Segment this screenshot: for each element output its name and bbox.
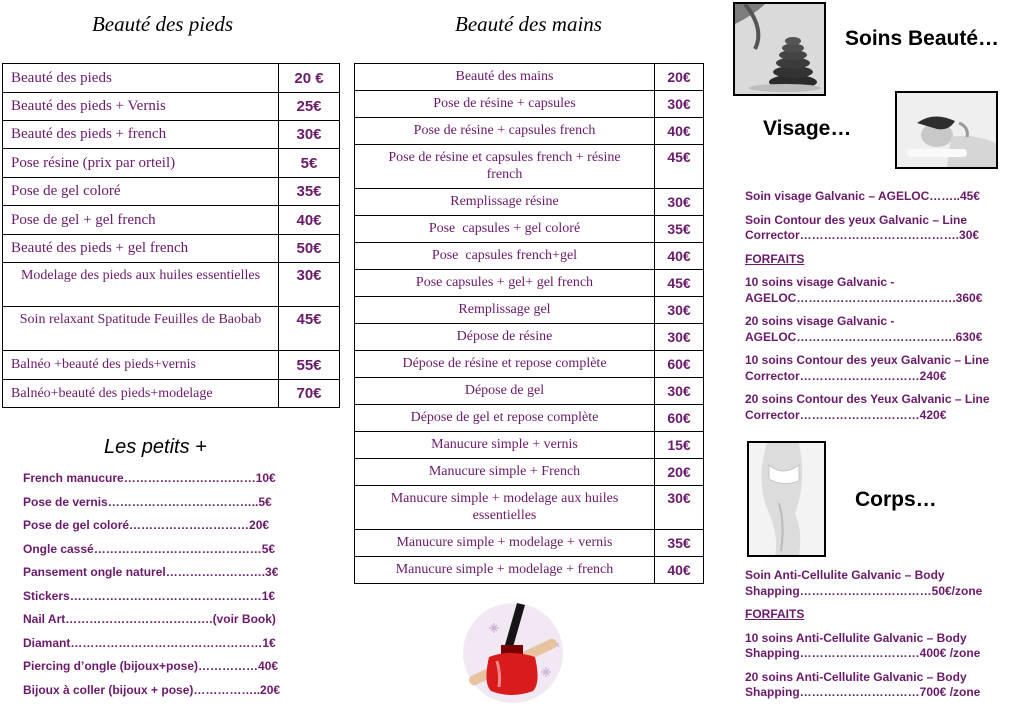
list-item: Pose de gel coloré…………………………20€ (23, 518, 270, 532)
service-price: 30€ (655, 324, 704, 351)
service-price: 20 € (279, 64, 340, 93)
table-row (355, 243, 704, 270)
table-row (355, 432, 704, 459)
service-label: Pose capsules + gel+ gel french (355, 270, 655, 297)
service-label: Dépose de résine (355, 324, 655, 351)
table-row (355, 351, 704, 378)
service-label: Beauté des pieds + french (3, 121, 279, 149)
list-item: 20 soins Anti-Cellulite Galvanic – Body Shapping…………………………700€ /zone (745, 669, 981, 699)
table-row (355, 118, 704, 145)
table-row (355, 378, 704, 405)
service-label: Remplissage gel (355, 297, 655, 324)
face-care-photo (895, 91, 998, 169)
service-price: 30€ (279, 263, 340, 307)
list-item: Piercing d’ongle (bijoux+pose)……………40€ (23, 659, 279, 673)
service-label: Manucure simple + modelage + french (355, 557, 655, 584)
feet-section-title: Beauté des pieds (91, 12, 234, 36)
table-row (3, 307, 340, 351)
service-price: 20€ (655, 64, 704, 91)
table-row (3, 380, 340, 408)
service-price: 60€ (655, 351, 704, 378)
list-item: Bijoux à coller (bijoux + pose)……………..20€ (23, 682, 281, 697)
service-price: 40€ (655, 557, 704, 584)
service-price: 40€ (655, 118, 704, 145)
service-price: 35€ (655, 530, 704, 557)
service-price: 45€ (655, 270, 704, 297)
table-row (355, 216, 704, 243)
service-price: 30€ (655, 297, 704, 324)
service-label: Pose résine (prix par orteil) (3, 149, 279, 178)
service-label: Pose capsules french+gel (355, 243, 655, 270)
table-row (3, 351, 340, 380)
service-price: 40€ (279, 206, 340, 235)
service-label: Modelage des pieds aux huiles essentielles (3, 263, 279, 307)
list-item: Nail Art……………………………….(voir Book) (23, 612, 276, 626)
table-row (355, 64, 704, 91)
table-row (3, 93, 340, 121)
service-label: Manucure simple + vernis (355, 432, 655, 459)
service-price: 20€ (655, 459, 704, 486)
service-label: Pose de résine + capsules (355, 91, 655, 118)
service-price: 35€ (279, 178, 340, 206)
service-label: Dépose de gel et repose complète (355, 405, 655, 432)
service-label: Beauté des pieds (3, 64, 279, 93)
face-care-icon (897, 93, 996, 167)
service-label: Beauté des mains (355, 64, 655, 91)
table-row (355, 145, 704, 189)
table-row (355, 530, 704, 557)
service-price: 30€ (655, 378, 704, 405)
service-label: Balnéo+beauté des pieds+modelage (3, 380, 279, 408)
face-section-title: Visage… (763, 117, 852, 140)
service-price: 30€ (655, 91, 704, 118)
list-item: Stickers…………………………………………1€ (23, 588, 276, 603)
service-label: Dépose de gel (355, 378, 655, 405)
list-item: 10 soins Anti-Cellulite Galvanic – Body Shapping…………………………400€ /zone (745, 630, 981, 660)
list-item: 10 soins visage Galvanic - AGELOC………………………………….360€ (745, 275, 983, 305)
service-label: Dépose de résine et repose complète (355, 351, 655, 378)
packages-heading: FORFAITS (745, 607, 805, 621)
table-row (3, 121, 340, 149)
table-row (355, 324, 704, 351)
service-price: 50€ (279, 235, 340, 263)
service-price: 25€ (279, 93, 340, 121)
table-row (355, 486, 704, 530)
table-row (3, 235, 340, 263)
extras-section-title: Les petits + (104, 436, 207, 458)
service-price: 30€ (655, 189, 704, 216)
spa-stones-icon (735, 4, 824, 94)
spa-stones-photo (733, 2, 826, 96)
service-label: Beauté des pieds + Vernis (3, 93, 279, 121)
service-price: 40€ (655, 243, 704, 270)
list-item: Pansement ongle naturel…………………….3€ (23, 565, 279, 579)
service-label: Manucure simple + modelage + vernis (355, 530, 655, 557)
list-item: 20 soins Contour des Yeux Galvanic – Line Corrector…………………………420€ (745, 392, 990, 422)
service-price: 35€ (655, 216, 704, 243)
list-item: French manucure……………………………10€ (23, 471, 276, 485)
service-price: 30€ (279, 121, 340, 149)
service-label: Soin relaxant Spatitude Feuilles de Baobab (3, 307, 279, 351)
body-care-photo (747, 441, 826, 557)
hands-price-table (354, 63, 704, 584)
service-price: 30€ (655, 486, 704, 530)
table-row (3, 263, 340, 307)
service-label: Pose de gel + gel french (3, 206, 279, 235)
list-item: Soin visage Galvanic – AGELOC……..45€ (745, 189, 980, 203)
service-price: 60€ (655, 405, 704, 432)
service-label: Beauté des pieds + gel french (3, 235, 279, 263)
service-label: Pose de résine et capsules french + résine french (355, 145, 655, 189)
packages-heading: FORFAITS (745, 251, 805, 266)
table-row (3, 64, 340, 93)
hands-section-title: Beauté des mains (455, 12, 602, 36)
table-row (3, 206, 340, 235)
nail-polish-illustration (455, 595, 575, 705)
service-price: 45€ (279, 307, 340, 351)
service-label: Manucure simple + modelage aux huiles essentielles (355, 486, 655, 530)
body-section-title: Corps… (855, 488, 937, 511)
feet-price-table (2, 63, 340, 408)
service-price: 45€ (655, 145, 704, 189)
service-label: Pose capsules + gel coloré (355, 216, 655, 243)
list-item: Diamant…………………………………………1€ (23, 635, 276, 650)
service-label: Manucure simple + French (355, 459, 655, 486)
table-row (355, 91, 704, 118)
list-item: Soin Contour des yeux Galvanic – Line Corrector………………………………….30€ (745, 212, 980, 242)
service-label: Remplissage résine (355, 189, 655, 216)
face-care-list (745, 189, 1015, 431)
list-item: 20 soins visage Galvanic - AGELOC………………………………….630€ (745, 314, 983, 344)
service-label: Balnéo +beauté des pieds+vernis (3, 351, 279, 380)
list-item: 10 soins Contour des yeux Galvanic – Line Corrector…………………………240€ (745, 353, 990, 383)
service-price: 70€ (279, 380, 340, 408)
table-row (355, 459, 704, 486)
list-item: Pose de vernis………………………………..5€ (23, 494, 272, 509)
list-item: Ongle cassé……………………………………5€ (23, 541, 276, 556)
body-care-icon (749, 443, 824, 555)
table-row (355, 557, 704, 584)
service-price: 15€ (655, 432, 704, 459)
table-row (355, 189, 704, 216)
table-row (355, 270, 704, 297)
service-label: Pose de gel coloré (3, 178, 279, 206)
table-row (3, 149, 340, 178)
service-price: 5€ (279, 149, 340, 178)
table-row (3, 178, 340, 206)
beauty-care-title: Soins Beauté… (845, 27, 1000, 50)
table-row (355, 405, 704, 432)
body-care-list (745, 568, 1015, 708)
service-label: Pose de résine + capsules french (355, 118, 655, 145)
table-row (355, 297, 704, 324)
extras-list (23, 471, 313, 706)
service-price: 55€ (279, 351, 340, 380)
list-item: Soin Anti-Cellulite Galvanic – Body Shapping……………………………50€/zone (745, 568, 983, 598)
